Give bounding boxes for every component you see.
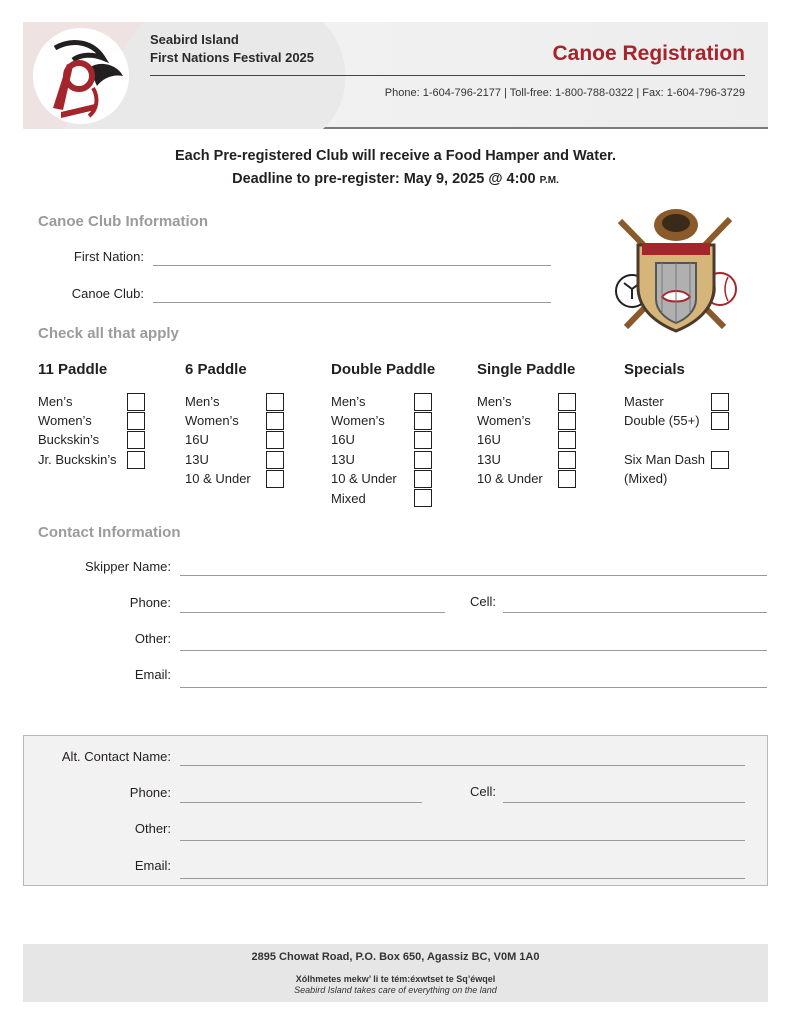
option-label: Mixed [331,491,366,506]
checkbox-single-paddle-13u[interactable] [558,451,576,469]
checkbox-11-paddle-jr-buckskins[interactable] [127,451,145,469]
checkbox-single-paddle-16u[interactable] [558,431,576,449]
skipper-name-label: Skipper Name: [85,559,171,574]
option-label: 10 & Under [185,471,251,486]
checkbox-double-paddle-13u[interactable] [414,451,432,469]
organization-name [150,31,314,67]
option-label: Women’s [38,413,92,428]
section-title-club-info: Canoe Club Information [38,213,208,230]
cell-field[interactable] [503,612,767,613]
other-label: Other: [134,631,171,646]
cell-label: Cell: [469,594,496,609]
canoe-club-label: Canoe Club: [71,286,144,301]
email-label: Email: [134,667,171,682]
checkbox-single-paddle-10-under[interactable] [558,470,576,488]
first-nation-field[interactable] [153,265,551,266]
checkbox-11-paddle-womens[interactable] [127,412,145,430]
sports-crest-image [612,203,740,337]
festival-logo [33,28,129,124]
page-header [23,22,768,129]
option-label: 10 & Under [331,471,397,486]
checkbox-6-paddle-13u[interactable] [266,451,284,469]
heading-specials: Specials [624,361,685,378]
checkbox-specials-six-man-dash[interactable] [711,451,729,469]
other-field[interactable] [180,650,767,651]
option-label: 16U [477,432,501,447]
alt-cell-label: Cell: [469,784,496,799]
alt-email-label: Email: [134,858,171,873]
contact-numbers: Phone: 1-604-796-2177 | Toll-free: 1-800-788-0322 | Fax: 1-604-796-3729 [384,87,745,99]
option-label: (Mixed) [624,471,668,486]
option-label: Men’s [477,394,512,409]
alt-phone-field[interactable] [180,802,422,803]
option-label: 13U [185,452,209,467]
option-label: Men’s [38,394,73,409]
checkbox-specials-master[interactable] [711,393,729,411]
header-divider [150,75,745,76]
option-label: Double (55+) [624,413,700,428]
option-label: 13U [477,452,501,467]
option-label: Women’s [477,413,531,428]
notice-line-1: Each Pre-registered Club will receive a Food Hamper and Water. [174,148,617,164]
alt-cell-field[interactable] [503,802,745,803]
checkbox-11-paddle-mens[interactable] [127,393,145,411]
checkbox-6-paddle-10-under[interactable] [266,470,284,488]
checkbox-11-paddle-buckskins[interactable] [127,431,145,449]
option-label: 16U [331,432,355,447]
page-title: Canoe Registration [552,42,745,65]
checkbox-6-paddle-mens[interactable] [266,393,284,411]
option-label: Women’s [185,413,239,428]
heading-double-paddle: Double Paddle [331,361,436,378]
checkbox-double-paddle-16u[interactable] [414,431,432,449]
checkbox-double-paddle-mixed[interactable] [414,489,432,507]
org-line-1: Seabird Island [150,32,239,47]
deadline-suffix: P.M. [539,175,559,186]
alt-contact-name-field[interactable] [180,765,745,766]
deadline-text: Deadline to pre-register: May 9, 2025 @ 4:00 [232,171,536,187]
alt-other-label: Other: [134,821,171,836]
footer-motto-english: Seabird Island takes care of everything on the land [294,985,497,995]
option-label: Men’s [331,394,366,409]
phone-field[interactable] [180,612,445,613]
page-footer [23,944,768,1002]
checkbox-specials-double-55[interactable] [711,412,729,430]
footer-motto: Xólhmetes mekw’ li te tém:éxwtset te Sq’éwqel [295,974,496,984]
option-label: Buckskin’s [38,432,100,447]
checkbox-single-paddle-womens[interactable] [558,412,576,430]
alt-email-field[interactable] [180,878,745,879]
alt-contact-name-label: Alt. Contact Name: [61,749,171,764]
heading-single-paddle: Single Paddle [477,361,576,378]
canoe-club-field[interactable] [153,302,551,303]
checkbox-double-paddle-mens[interactable] [414,393,432,411]
option-label: Men’s [185,394,220,409]
email-field[interactable] [180,687,767,688]
checkbox-6-paddle-womens[interactable] [266,412,284,430]
section-title-contact: Contact Information [38,524,181,541]
checkbox-6-paddle-16u[interactable] [266,431,284,449]
footer-address: 2895 Chowat Road, P.O. Box 650, Agassiz BC, V0M 1A0 [251,951,540,963]
checkbox-double-paddle-womens[interactable] [414,412,432,430]
phone-label: Phone: [129,595,171,610]
heading-6-paddle: 6 Paddle [185,361,247,378]
option-label: Six Man Dash [624,452,705,467]
option-label: 13U [331,452,355,467]
heading-11-paddle: 11 Paddle [38,361,108,378]
notice-line-2 [0,171,791,187]
section-title-categories: Check all that apply [38,325,179,342]
option-label: 10 & Under [477,471,543,486]
option-label: 16U [185,432,209,447]
checkbox-single-paddle-mens[interactable] [558,393,576,411]
checkbox-double-paddle-10-under[interactable] [414,470,432,488]
option-label: Women’s [331,413,385,428]
option-label: Master [624,394,664,409]
skipper-name-field[interactable] [180,575,767,576]
option-label: Jr. Buckskin’s [38,452,117,467]
alt-other-field[interactable] [180,840,745,841]
alt-phone-label: Phone: [129,785,171,800]
org-line-2: First Nations Festival 2025 [150,50,315,65]
first-nation-label: First Nation: [73,249,144,264]
